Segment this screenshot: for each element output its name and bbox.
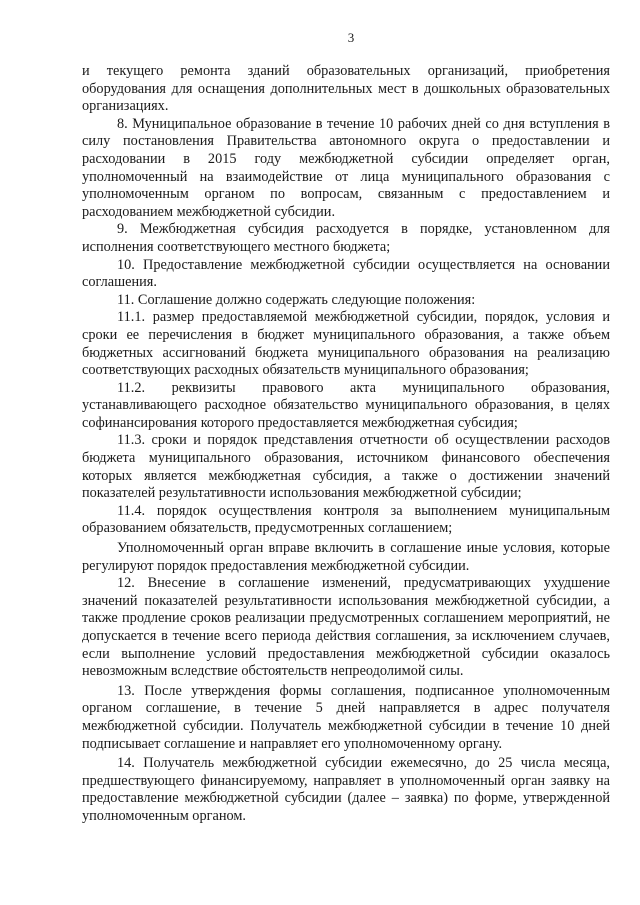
document-body xyxy=(82,63,610,826)
paragraph-11-4: 11.4. порядок осуществления контроля за выполнением муниципальным образованием обязательств, предусмотренных соглашением; xyxy=(82,502,610,537)
paragraph-10: 10. Предоставление межбюджетной субсидии осуществляется на основании соглашения. xyxy=(82,256,610,291)
paragraph-11-2: 11.2. реквизиты правового акта муниципального образования, устанавливающего расходное обязательство муниципального образования, в целях софинансирования которого предоставляется межбюджетная субсидия; xyxy=(82,379,610,431)
paragraph-13: 13. После утверждения формы соглашения, подписанное уполномоченным органом соглашение, в течение 5 дней направляется в адрес получателя межбюджетной субсидии. Получатель межбюджетной субсидии в течение 10 дней подписывает соглашение и направляет его уполномоченному органу. xyxy=(82,682,610,752)
paragraph-authorized-body: Уполномоченный орган вправе включить в соглашение иные условия, которые регулируют порядок предоставления межбюджетной субсидии. xyxy=(82,540,610,574)
paragraph-12: 12. Внесение в соглашение изменений, предусматривающих ухудшение значений показателей результативности использования межбюджетной субсидии, а также продление сроков реализации предусмотренных соглашением мероприятий, не допускается в течение всего периода действия соглашения, за исключением случаев, если выполнение условий предоставления межбюджетной субсидии оказалось невозможным вследствие обстоятельств непреодолимой силы. xyxy=(82,575,610,680)
paragraph-11-3: 11.3. сроки и порядок представления отчетности об осуществлении расходов бюджета муниципального образования, источником финансового обеспечения которых является межбюджетная субсидия, а также о достижении значений показателей результативности использования межбюджетной субсидии; xyxy=(82,432,610,502)
page-number: 3 xyxy=(347,30,355,45)
paragraph-11-1: 11.1. размер предоставляемой межбюджетной субсидии, порядок, условия и сроки ее перечисления в бюджет муниципального образования, а также объем бюджетных ассигнований бюджета муниципального образования на реализацию соответствующих расходных обязательств муниципального образования; xyxy=(82,309,610,379)
paragraph-11: 11. Соглашение должно содержать следующие положения: xyxy=(117,291,476,308)
paragraph-9: 9. Межбюджетная субсидия расходуется в порядке, установленном для исполнения соответствующего местного бюджета; xyxy=(82,221,610,255)
paragraph-continuation: и текущего ремонта зданий образовательных организаций, приобретения оборудования для оснащения дополнительных мест в дошкольных образовательных организациях. xyxy=(82,63,610,115)
paragraph-14: 14. Получатель межбюджетной субсидии ежемесячно, до 25 числа месяца, предшествующего финансируемому, направляет в уполномоченный орган заявку на предоставление межбюджетной субсидии (далее – заявка) по форме, утвержденной уполномоченным органом. xyxy=(82,755,610,824)
paragraph-8: 8. Муниципальное образование в течение 10 рабочих дней со дня вступления в силу постановления Правительства автономного округа о предоставлении и расходовании в 2015 году межбюджетной субсидии определяет орган, уполномоченный на взаимодействие от лица муниципального образования с уполномоченным органом по вопросам, связанным с предоставлением и расходованием межбюджетной субсидии. xyxy=(82,115,610,220)
